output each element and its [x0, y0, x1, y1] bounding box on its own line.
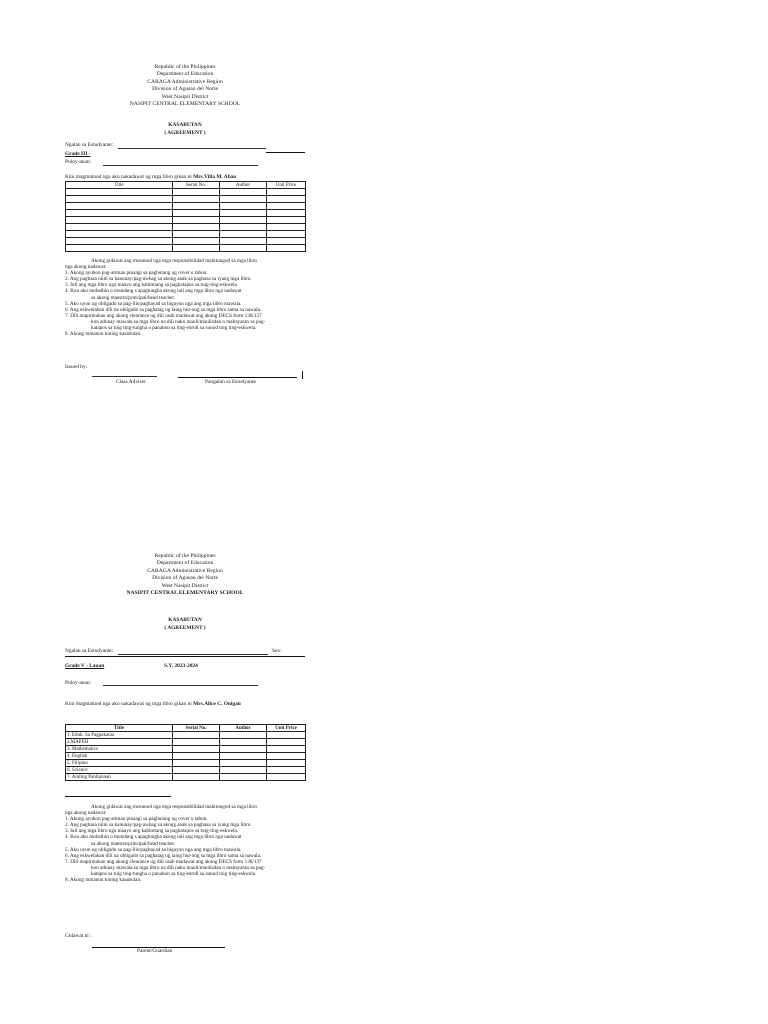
header-line: Republic of the Philippines: [154, 64, 216, 70]
header-line: West Nasipit District: [161, 93, 209, 100]
author-cell[interactable]: [220, 238, 267, 245]
school-name: NASIPIT CENTRAL ELEMENTARY SCHOOL: [129, 101, 241, 108]
received-prefix: Kini magmatuod nga ako nakadawat ug mga libro gikan ni: [65, 174, 192, 180]
table-row: [66, 746, 306, 753]
address-label: Puloy-anan:: [65, 159, 92, 165]
rule-line: 7. Dili mapirmahan ang akong clearance ug dili usab madawat ang akong DECS form 138/137: [65, 858, 262, 865]
author-cell[interactable]: [220, 746, 267, 753]
book-title-cell[interactable]: 7. Araling Panlipunan: [66, 774, 173, 781]
author-cell[interactable]: [220, 224, 267, 231]
table-row: [66, 739, 306, 746]
book-title-cell[interactable]: 1. Eduk. Sa Pagpakatao: [66, 732, 173, 739]
received-statement: [65, 174, 236, 180]
table-row: [66, 189, 306, 196]
teacher-name: Mrs.Villa M. Abao: [193, 174, 237, 180]
rule-line: sa akong maestra/principal/head teacher.: [91, 840, 176, 847]
grade-section: Grade III -: [65, 151, 91, 157]
adviser-signature-line[interactable]: [92, 376, 157, 377]
header-line: Division of Agusan del Norte: [152, 575, 218, 582]
school-header: [65, 64, 305, 108]
book-title-cell[interactable]: 4. English: [66, 753, 173, 760]
header-line: CARAGA Administrative Region: [147, 78, 223, 85]
book-title-cell[interactable]: [66, 203, 173, 210]
author-cell[interactable]: [220, 245, 267, 252]
table-row: [66, 217, 306, 224]
rule-line: 1. Akong ayuhon pag-atiman pinaagi sa pagbutang ug cover o tabon.: [65, 816, 208, 823]
unit-price-cell[interactable]: [267, 238, 306, 245]
author-cell[interactable]: [220, 753, 267, 760]
margin-bar: [302, 371, 303, 379]
unit-price-cell[interactable]: [267, 732, 306, 739]
grade-section: Grade V - Lauan: [65, 663, 105, 669]
column-serial: Serial No.: [173, 182, 220, 189]
student-name-label: Ngalan sa Estudyante:: [65, 648, 114, 654]
author-cell[interactable]: [220, 217, 267, 224]
author-cell[interactable]: [220, 196, 267, 203]
table-row: [66, 224, 306, 231]
rule-line: 6. Ang eskwelahan dili na obligado sa paghatag ug laing hut-ong sa mga libro sama sa nawala.: [65, 852, 262, 859]
subtitle-text: ( AGREEMENT ): [164, 624, 206, 631]
agreement-form-1: [0, 0, 768, 500]
serial-no-cell[interactable]: [173, 746, 220, 753]
serial-no-cell[interactable]: [173, 739, 220, 746]
book-title-cell[interactable]: 3. Mathematics: [66, 746, 173, 753]
author-cell[interactable]: [220, 774, 267, 781]
title-text: KASABUTAN: [168, 617, 202, 623]
serial-no-cell[interactable]: [173, 231, 220, 238]
student-name-line[interactable]: [118, 148, 266, 149]
table-underline: [65, 796, 171, 797]
author-cell[interactable]: [220, 760, 267, 767]
rule-line: sa akong maestra/principal/head teacher.: [91, 294, 176, 301]
serial-no-cell[interactable]: [173, 238, 220, 245]
teacher-name: Mrs.Alice C. Onigan: [193, 701, 241, 707]
issued-by-label: Issued by:: [65, 364, 88, 370]
header-line: Republic of the Philippines: [154, 553, 216, 559]
address-line[interactable]: [103, 165, 258, 166]
class-adviser-label: Class Adviser: [116, 379, 146, 385]
serial-no-cell[interactable]: [173, 767, 220, 774]
author-cell[interactable]: [220, 189, 267, 196]
author-cell[interactable]: [220, 767, 267, 774]
serial-no-cell[interactable]: [173, 203, 220, 210]
parent-label: Parent/Guardian: [137, 948, 173, 954]
author-cell[interactable]: [220, 210, 267, 217]
rule-line: 2. Ang pagbasa niini sa kanunay/pag-awhag sa akong anak sa pagbasa sa iyang mga libro.: [65, 822, 252, 829]
rule-line: 5. Ako uyon og obligado sa pag-ilis/pagbayad sa bigayon nga ang mga libro mawala.: [65, 300, 242, 307]
rule-line: kon adunay mawala sa mga libro na dili nako mauli/maulisdan o mabayaran sa pag-: [91, 864, 266, 871]
author-cell[interactable]: [220, 739, 267, 746]
author-cell[interactable]: [220, 203, 267, 210]
unit-price-cell[interactable]: [267, 231, 306, 238]
author-cell[interactable]: [220, 732, 267, 739]
serial-no-cell[interactable]: [173, 224, 220, 231]
rule-line: kon adunay mawala sa mga libro na dili nako mauli/maulisdan o mabayaran sa pag-: [91, 318, 266, 325]
form-title: [65, 122, 305, 137]
rule-line: 1. Akong ayuhon pag-atiman pinaagi sa pagbutang ug cover o tabon.: [65, 270, 208, 277]
unit-price-cell[interactable]: [267, 189, 306, 196]
header-line: CARAGA Administrative Region: [147, 567, 223, 574]
books-table: [65, 724, 306, 781]
unit-price-cell[interactable]: [267, 739, 306, 746]
header-line: Division of Agusan del Norte: [152, 86, 218, 93]
rule-line: 4. Kon ako mobalhin o mundang s apagtungha akong iuli ang mga libro nga nadawat: [65, 288, 242, 295]
book-title-cell[interactable]: [66, 189, 173, 196]
unit-price-cell[interactable]: [267, 203, 306, 210]
column-title: Title: [66, 182, 173, 189]
table-header-row: [66, 182, 306, 189]
book-title-cell[interactable]: [66, 231, 173, 238]
received-prefix: Kini magmatuod nga ako nakadawat ug mga libro gikan ni: [65, 701, 192, 707]
rule-line: 2. Ang pagbasa niini sa kanunay/pag-awhag sa akong anak sa pagbasa sa iyang mga libro.: [65, 276, 252, 283]
school-year: S.Y. 2023-2024: [164, 663, 198, 669]
book-title-cell[interactable]: [66, 210, 173, 217]
rule-line: 4. Kon ako mobalhin o mundang s apagtungha akong iuli ang mga libro nga nadawat: [65, 834, 242, 841]
rule-line: 8. Akong tumanon kining kasabutan.: [65, 331, 142, 338]
unit-price-cell[interactable]: [267, 767, 306, 774]
book-title-cell[interactable]: [66, 245, 173, 252]
book-title-cell[interactable]: [66, 196, 173, 203]
table-row: [66, 753, 306, 760]
rule-line: 3. Iuli ang mga libro nga maayo ang kahimtang sa pagkatapos sa tuig-ting-eskwela.: [65, 828, 239, 835]
rule-line: nga akong nadawat:: [65, 264, 107, 271]
address-label: Puloy-anan:: [65, 680, 92, 686]
column-author: Author: [220, 725, 267, 732]
book-title-cell[interactable]: 6. Science: [66, 767, 173, 774]
unit-price-cell[interactable]: [267, 217, 306, 224]
rule-line: Akong gidawat ang mosunod nga mga responsibilidad mahitungod sa mga libro: [91, 804, 257, 810]
school-name: NASIPIT CENTRAL ELEMENTARY SCHOOL: [126, 590, 244, 597]
table-row: [66, 245, 306, 252]
serial-no-cell[interactable]: [173, 189, 220, 196]
rule-line: 5. Ako uyon og obligado sa pag-ilis/pagbayad sa bigayon nga ang mga libro mawala.: [65, 846, 242, 853]
unit-price-cell[interactable]: [267, 746, 306, 753]
rule-line: katapos sa tuig ting-tungha o panahon sa ting-enroll sa sunod tuig ting-eskwela.: [91, 871, 257, 878]
unit-price-cell[interactable]: [267, 753, 306, 760]
serial-no-cell[interactable]: [173, 732, 220, 739]
rule-line: nga akong nadawat:: [65, 810, 107, 817]
book-title-cell[interactable]: 5. Filipino: [66, 760, 173, 767]
serial-no-cell[interactable]: [173, 753, 220, 760]
table-row: [66, 774, 306, 781]
subtitle-text: ( AGREEMENT ): [164, 129, 206, 136]
author-cell[interactable]: [220, 231, 267, 238]
table-row: [66, 231, 306, 238]
table-header-row: [66, 725, 306, 732]
rule-line: Akong gidawat ang mosunod nga mga responsibilidad mahitungod sa mga libro: [91, 258, 257, 264]
header-line: Department of Education: [156, 71, 214, 78]
serial-no-cell[interactable]: [173, 217, 220, 224]
table-row: [66, 238, 306, 245]
sex-line[interactable]: [266, 152, 305, 153]
sex-label: Sex:: [272, 648, 282, 654]
table-row: [66, 767, 306, 774]
serial-no-cell[interactable]: [173, 245, 220, 252]
column-unit-price: Unit Price: [267, 725, 306, 732]
serial-no-cell[interactable]: [173, 774, 220, 781]
rule-line: katapos sa tuig ting-tungha o panahon sa ting-enroll sa sunod tuig ting-eskwela.: [91, 325, 257, 332]
rule-line: 8. Akong tumanon kining kasabutan.: [65, 877, 142, 884]
header-line: West Nasipit District: [161, 582, 209, 589]
student-signature-line[interactable]: [178, 377, 297, 378]
rule-line: 7. Dili mapirmahan ang akong clearance ug dili usab madawat ang akong DECS form 138/137: [65, 312, 262, 319]
table-row: [66, 760, 306, 767]
responsibilities: [65, 258, 315, 337]
book-title-cell[interactable]: [66, 238, 173, 245]
student-name-line[interactable]: [118, 654, 268, 655]
column-title: Title: [66, 725, 173, 732]
received-statement: [65, 701, 241, 707]
table-row: [66, 210, 306, 217]
unit-price-cell[interactable]: [267, 760, 306, 767]
rule-line: 6. Ang eskwelahan dili na obligado sa paghatag ug laing hut-ong sa mga libro sama sa nawala.: [65, 306, 262, 313]
column-author: Author: [220, 182, 267, 189]
unit-price-cell[interactable]: [267, 224, 306, 231]
form-title: [65, 617, 305, 632]
serial-no-cell[interactable]: [173, 760, 220, 767]
books-table: [65, 181, 306, 252]
column-serial: Serial No.: [173, 725, 220, 732]
table-row: [66, 732, 306, 739]
title-text: KASABUTAN: [168, 122, 202, 128]
serial-no-cell[interactable]: [173, 210, 220, 217]
rule-line: 3. Iuli ang mga libro nga maayo ang kahimtang sa pagkatapos sa tuig-ting-eskwela.: [65, 282, 239, 289]
agreement-form-2: [0, 500, 768, 1024]
student-name-label: Ngalan sa Estudyante:: [65, 142, 114, 148]
name-row-rule: [65, 656, 305, 657]
unit-price-cell[interactable]: [267, 196, 306, 203]
school-header: [65, 553, 305, 597]
table-row: [66, 196, 306, 203]
table-row: [66, 203, 306, 210]
book-title-cell[interactable]: [66, 224, 173, 231]
unit-price-cell[interactable]: [267, 774, 306, 781]
serial-no-cell[interactable]: [173, 196, 220, 203]
received-by-label: Gidawat ni :: [65, 933, 92, 939]
address-line[interactable]: [103, 685, 258, 686]
book-title-cell[interactable]: 2.MAPEH: [66, 739, 173, 746]
student-sign-label: Pangalan sa Estudyante: [205, 379, 256, 385]
column-unit-price: Unit Price: [267, 182, 306, 189]
unit-price-cell[interactable]: [267, 245, 306, 252]
unit-price-cell[interactable]: [267, 210, 306, 217]
book-title-cell[interactable]: [66, 217, 173, 224]
header-line: Department of Education: [156, 560, 214, 567]
responsibilities: [65, 804, 315, 883]
